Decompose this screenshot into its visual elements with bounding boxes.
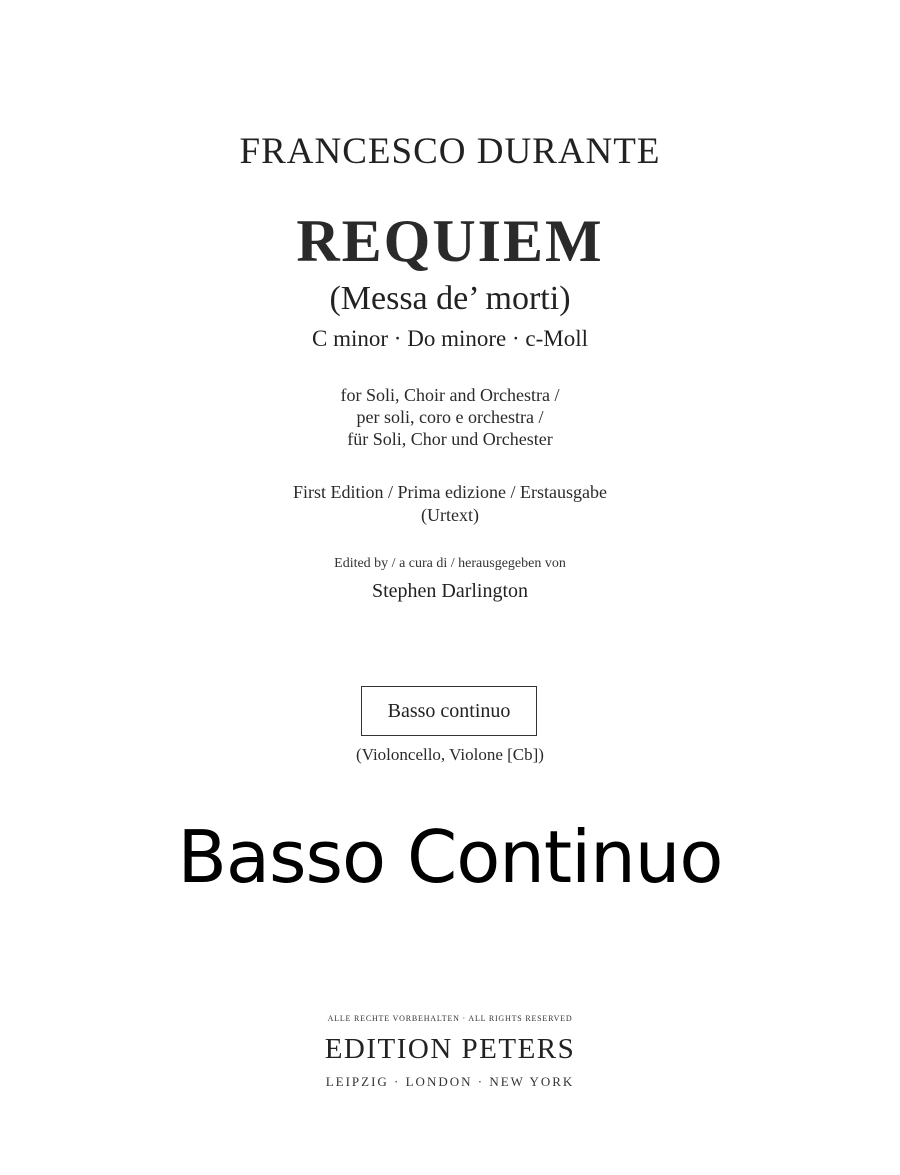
edition-type: First Edition / Prima edizione / Erstausgabe: [293, 482, 607, 502]
editor-name: Stephen Darlington: [371, 580, 529, 602]
scoring-german: für Soli, Chor und Orchester: [347, 429, 553, 449]
part-label-box: [361, 686, 537, 736]
publisher-name: EDITION PETERS: [324, 1033, 576, 1065]
part-label: Basso continuo: [387, 699, 511, 722]
rights-notice: ALLE RECHTE VORBEHALTEN · ALL RIGHTS RESERVED: [327, 1014, 573, 1023]
work-title: REQUIEM: [296, 208, 604, 274]
overlay-part-label: Basso Continuo: [177, 815, 723, 899]
work-subtitle: (Messa de’ morti): [329, 280, 571, 317]
edited-by-label: Edited by / a cura di / herausgegeben von: [334, 556, 566, 571]
scoring-english: for Soli, Choir and Orchestra /: [340, 385, 560, 405]
publisher-cities: LEIPZIG · LONDON · NEW YORK: [325, 1074, 575, 1089]
edition-urtext: (Urtext): [421, 505, 479, 525]
part-instruments: (Violoncello, Violone [Cb]): [356, 745, 544, 764]
composer-name: FRANCESCO DURANTE: [239, 131, 661, 172]
scoring-italian: per soli, coro e orchestra /: [356, 407, 544, 427]
work-key: C minor · Do minore · c-Moll: [312, 326, 588, 351]
